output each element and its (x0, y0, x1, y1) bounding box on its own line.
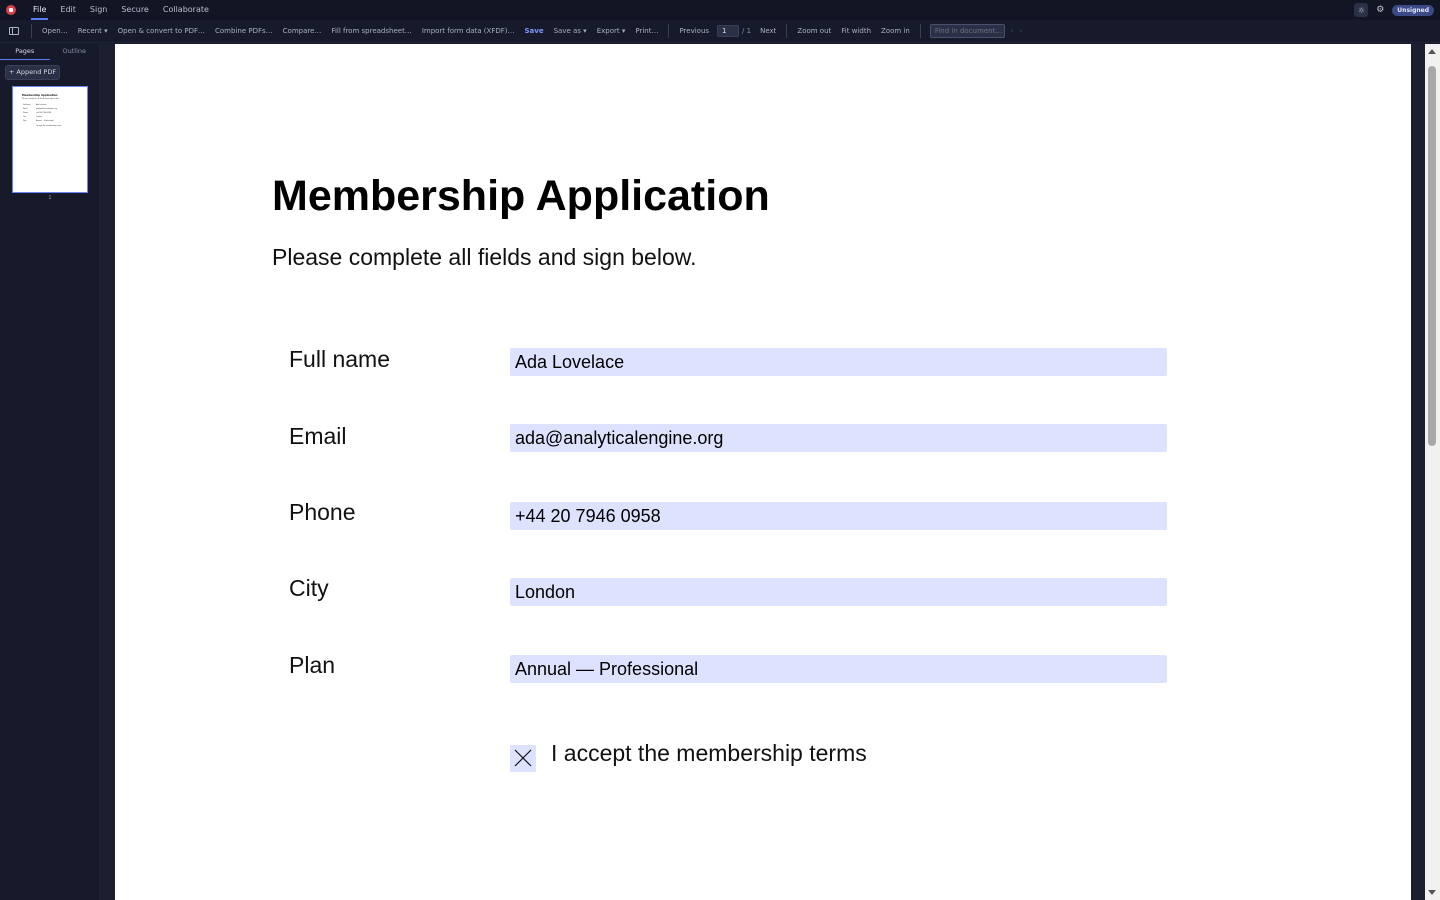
document-subtitle: Please complete all fields and sign below. (272, 244, 697, 270)
page-total: / 1 (742, 27, 752, 35)
menu-file[interactable]: File (26, 0, 53, 20)
menu-edit[interactable]: Edit (60, 5, 76, 14)
theme-toggle-button[interactable] (1354, 3, 1368, 17)
settings-button[interactable] (1373, 3, 1387, 17)
find-next-icon[interactable]: › (1019, 27, 1023, 35)
print-button[interactable]: Print… (635, 27, 659, 35)
tab-outline[interactable]: Outline (62, 47, 86, 55)
find-previous-icon[interactable]: ‹ (1010, 27, 1014, 35)
signature-status-badge: Unsigned (1392, 5, 1434, 16)
gear-icon: ⚙ (1376, 5, 1385, 15)
thumbnail-value: ada@analyticalengine.org (36, 109, 57, 110)
thumbnail-label: Phone (23, 113, 28, 114)
thumbnail-label: Email (23, 109, 28, 110)
menu-bar (0, 0, 1440, 20)
export-dropdown[interactable]: Export ▾ (596, 27, 626, 35)
accept-terms-checkbox[interactable] (510, 745, 536, 772)
tab-pages[interactable]: Pages (0, 44, 50, 60)
toolbar-divider (31, 24, 32, 38)
plan-label: Plan (289, 652, 336, 678)
document-viewport (100, 44, 1440, 900)
sidebar-toggle-icon[interactable] (9, 27, 19, 35)
thumbnail-label: Full name (23, 105, 31, 106)
email-field[interactable]: ada@analyticalengine.org (510, 424, 1167, 452)
document-scrollbar[interactable] (1425, 44, 1440, 900)
previous-page-button[interactable]: Previous (679, 27, 710, 35)
phone-label: Phone (289, 499, 356, 525)
fill-spreadsheet-button[interactable]: Fill from spreadsheet… (331, 27, 412, 35)
open-button[interactable]: Open… (42, 27, 68, 35)
full-name-label: Full name (289, 346, 390, 372)
thumbnail-label: City (23, 117, 27, 118)
thumbnail-value: Annual — Professional (36, 121, 54, 122)
page-thumbnail[interactable] (12, 86, 88, 193)
zoom-out-button[interactable]: Zoom out (797, 27, 832, 35)
sun-icon: ☼ (1357, 5, 1365, 15)
scroll-down-arrow-icon[interactable] (1428, 890, 1436, 895)
thumbnail-title: Membership Application (22, 94, 58, 97)
thumbnail-value: Ada Lovelace (36, 105, 47, 106)
menubar-right (1354, 3, 1434, 17)
pages-sidebar (0, 44, 100, 900)
thumbnail-value: +44 20 7946 0958 (36, 113, 52, 114)
pdf-page (115, 44, 1411, 900)
phone-field[interactable]: +44 20 7946 0958 (510, 502, 1167, 530)
plan-field[interactable]: Annual — Professional (510, 655, 1167, 683)
sidebar-tabs (0, 44, 99, 60)
scroll-up-arrow-icon[interactable] (1428, 49, 1436, 54)
thumbnail-subtitle: Please complete all fields and sign below. (22, 98, 60, 100)
fit-width-button[interactable]: Fit width (841, 27, 872, 35)
city-field[interactable]: London (510, 578, 1167, 606)
next-page-button[interactable]: Next (760, 27, 777, 35)
open-convert-button[interactable]: Open & convert to PDF… (117, 27, 206, 35)
toolbar-divider (786, 24, 787, 38)
thumbnail-value: London (36, 117, 42, 118)
save-as-dropdown[interactable]: Save as ▾ (553, 27, 587, 35)
city-label: City (289, 575, 329, 601)
app-logo-icon (6, 5, 16, 15)
recent-dropdown[interactable]: Recent ▾ (77, 27, 108, 35)
thumbnail-page-number: 1 (48, 195, 52, 201)
toolbar-divider (668, 24, 669, 38)
find-input[interactable]: Find in document… (930, 24, 1005, 38)
page-number-input[interactable]: 1 (717, 25, 739, 37)
menu-collaborate[interactable]: Collaborate (162, 5, 209, 14)
checkmark-x-icon (513, 748, 533, 768)
menu-secure[interactable]: Secure (121, 5, 149, 14)
thumbnail-checkbox-label: I accept the membership terms (36, 126, 62, 127)
toolbar-divider (920, 24, 921, 38)
import-form-data-button[interactable]: Import form data (XFDF)… (421, 27, 515, 35)
compare-button[interactable]: Compare… (282, 27, 322, 35)
menu-sign[interactable]: Sign (89, 5, 108, 14)
toolbar (0, 20, 1440, 43)
accept-terms-label: I accept the membership terms (551, 740, 867, 766)
scroll-thumb[interactable] (1428, 66, 1436, 446)
full-name-field[interactable]: Ada Lovelace (510, 348, 1167, 376)
thumbnail-label: Plan (23, 121, 27, 122)
combine-pdfs-button[interactable]: Combine PDFs… (215, 27, 273, 35)
document-title: Membership Application (272, 172, 770, 220)
zoom-in-button[interactable]: Zoom in (881, 27, 910, 35)
email-label: Email (289, 423, 347, 449)
save-button[interactable]: Save (524, 27, 544, 35)
append-pdf-button[interactable]: + Append PDF (5, 65, 60, 80)
